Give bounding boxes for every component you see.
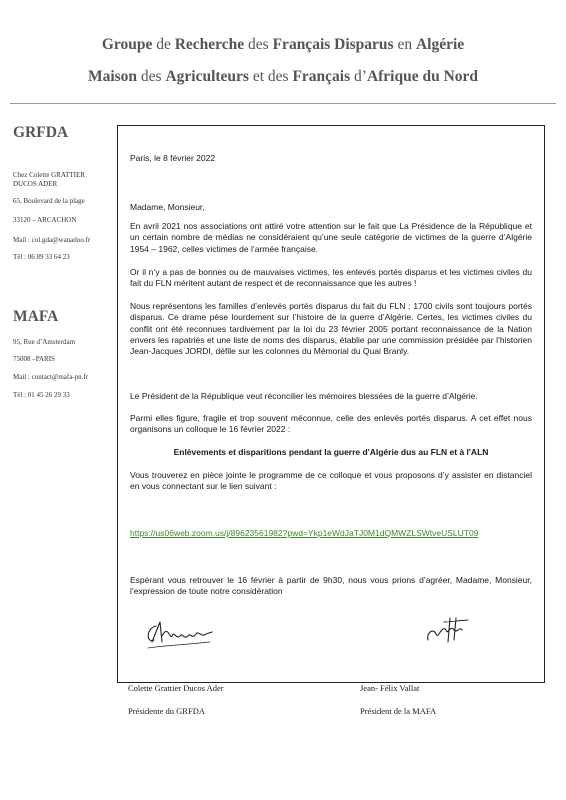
- grfda-city: 33120 – ARCACHON: [13, 216, 77, 224]
- grfda-mail: Mail : col.gda@wanadoo.fr: [13, 236, 91, 244]
- line1-segment: Recherche: [174, 36, 245, 53]
- line1-segment: Groupe: [101, 36, 153, 53]
- header-line-2: [0, 68, 566, 86]
- zoom-link-row: [130, 528, 532, 539]
- line2-segment: Français: [292, 68, 351, 85]
- line2-segment: et des: [248, 68, 293, 85]
- grfda-tel: Tél : 06 89 33 64 23: [13, 253, 70, 261]
- zoom-link[interactable]: https://us06web.zoom.us/j/89623561982?pwd=Ykp1eWdJaTJ0M1dQMWZLSWtveUSLUT09: [130, 528, 479, 538]
- grfda-street: 65, Boulevard de la plage: [13, 197, 85, 205]
- grfda-name: GRFDA: [13, 124, 69, 141]
- paragraph-4: Le Président de la République veut réconcilier les mémoires blessées de la guerre d’Algérie.: [130, 391, 478, 401]
- line2-segment: des: [137, 68, 166, 85]
- line2-segment: Afrique du Nord: [366, 68, 479, 85]
- paragraph-3: Nous représentons les familles d’enlevés portés disparus du fait du FLN : 1700 civils sont toujours portés disparus. Ce drame pèse lourdement sur l’histoire de la guerre d’Algérie. Certes, les victimes civiles du conflit ont été reconnues tardivement par la loi du 23 février 2005 portant reconnaissance de la Nation envers les rapatriés et une liste de noms des disparus, établie par une commission présidée par l’historien Jean-Jacques JORDI, défile sur les colonnes du Mémorial du Quai Branly.: [130, 301, 532, 357]
- header-divider: [10, 103, 556, 104]
- paragraph-6: Vous trouverez en pièce jointe le programme de ce colloque et vous proposons d’y assister en distanciel en vous connectant sur le lien suivant :: [130, 470, 532, 492]
- line2-segment: Maison: [87, 68, 138, 85]
- event-title: Enlèvements et disparitions pendant la guerre d'Algérie dus au FLN et à l'ALN: [173, 447, 489, 457]
- grfda-contact-line2: DUCOS ADER: [13, 180, 58, 188]
- line1-segment: Français Disparus: [272, 36, 394, 53]
- line1-segment: des: [244, 36, 273, 53]
- line1-segment: Algérie: [415, 36, 465, 53]
- closing-paragraph: Espérant vous retrouver le 16 février à partir de 9h30, nous vous prions d’agréer, Madame, Monsieur, l’expression de toute notre considération: [130, 575, 532, 597]
- header-line-1: [0, 36, 566, 54]
- mafa-city: 75008 –PARIS: [13, 355, 55, 363]
- paragraph-1: En avril 2021 nos associations ont attiré votre attention sur le fait que La Présidence de la République et un certain nombre de médias ne considéraient qu’une seule catégorie de victimes de la guerre d’Algérie 1954 – 1962, celles victimes de l’armée française.: [130, 221, 532, 254]
- mafa-mail: Mail : contact@mafa-pn.fr: [13, 373, 89, 381]
- line2-segment: Agriculteurs: [165, 68, 249, 85]
- mafa-street: 95, Rue d’Amsterdam: [13, 338, 76, 346]
- line1-segment: de: [152, 36, 175, 53]
- signatory-right-title: Président de la MAFA: [360, 706, 437, 716]
- line2-segment: d’: [350, 68, 367, 85]
- mafa-tel: Tél : 01 45 26 29 33: [13, 391, 70, 399]
- line1-segment: en: [393, 36, 416, 53]
- signatory-left-title: Présidente du GRFDA: [128, 706, 205, 716]
- letter-salutation: Madame, Monsieur,: [130, 202, 205, 212]
- signature-right: [420, 610, 480, 650]
- paragraph-5: Parmi elles figure, fragile et trop souvent méconnue, celle des enlevés portés disparus. A cet effet nous organisons un colloque le 16 février 2022 :: [130, 413, 532, 435]
- signatory-right-name: Jean- Félix Vallat: [360, 683, 420, 693]
- signatory-left-name: Colette Grattier Ducos Ader: [128, 683, 224, 693]
- signature-left: [140, 612, 220, 657]
- grfda-contact-line1: Chez Colette GRATTIER: [13, 171, 85, 179]
- paragraph-2: Or il n’y a pas de bonnes ou de mauvaises victimes, les enlevés portés disparus et les victimes civiles du fait du FLN méritent autant de respect et de reconnaissance que les autres !: [130, 267, 532, 289]
- mafa-name: MAFA: [13, 308, 59, 325]
- letter-date: Paris, le 8 février 2022: [130, 153, 216, 163]
